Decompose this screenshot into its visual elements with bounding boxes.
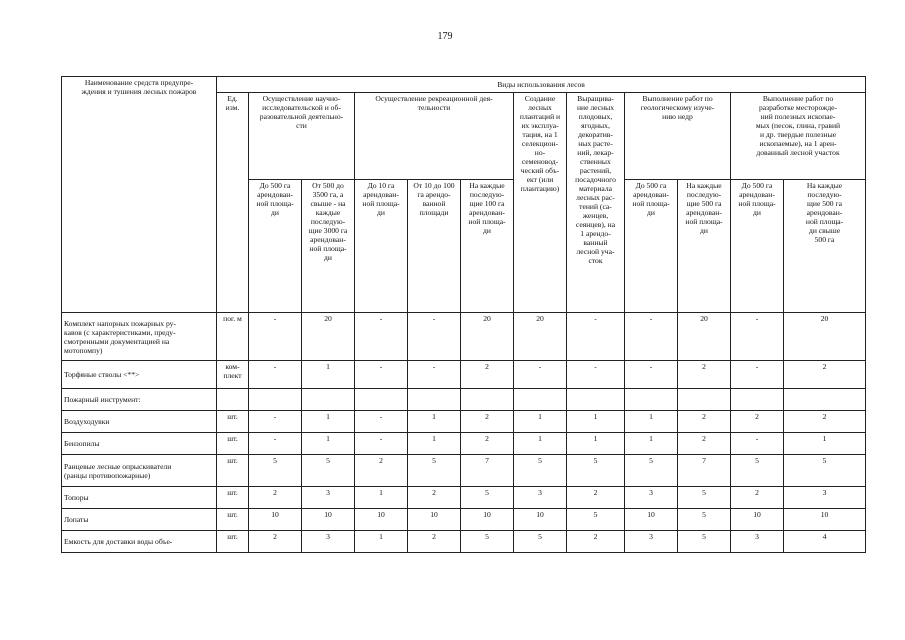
row-value: 1: [355, 487, 408, 509]
row-value: 2: [678, 411, 731, 433]
row-value: 1: [408, 411, 461, 433]
row-value: 5: [408, 455, 461, 487]
row-unit: шт.: [217, 531, 249, 553]
table-row: [62, 389, 866, 411]
row-value: 10: [355, 509, 408, 531]
row-value: 5: [461, 487, 514, 509]
header-group-research: Осуществление научно- исследовательской и об- разовательной деятельно- сти: [249, 93, 355, 180]
row-value: 2: [731, 487, 784, 509]
row-value: 1: [408, 433, 461, 455]
row-value: 5: [249, 455, 302, 487]
subheader-geology-each-500: На каждые последую- щие 500 га арендован- ной площа- ди: [678, 180, 731, 313]
row-value: 5: [567, 455, 625, 487]
row-value: 1: [302, 411, 355, 433]
row-value: 5: [625, 455, 678, 487]
table-row: [62, 433, 866, 455]
row-name: Пожарный инструмент:: [62, 389, 217, 411]
row-name: Топоры: [62, 487, 217, 509]
row-value: 2: [249, 487, 302, 509]
row-value: [625, 389, 678, 411]
row-name: Бензопилы: [62, 433, 217, 455]
row-value: 3: [784, 487, 866, 509]
row-value: 5: [784, 455, 866, 487]
row-value: [678, 389, 731, 411]
row-value: -: [567, 313, 625, 361]
row-value: 2: [355, 455, 408, 487]
row-name: Комплект напорных пожарных ру- кавов (с характеристиками, преду- смотренными документацией на мотопомпу): [62, 313, 217, 361]
row-value: 5: [731, 455, 784, 487]
row-value: 3: [625, 531, 678, 553]
row-unit: шт.: [217, 487, 249, 509]
row-value: 1: [514, 433, 567, 455]
row-value: -: [514, 361, 567, 389]
row-value: [514, 389, 567, 411]
row-value: 2: [567, 487, 625, 509]
row-value: 20: [461, 313, 514, 361]
row-value: -: [731, 361, 784, 389]
row-value: 10: [408, 509, 461, 531]
row-unit: шт.: [217, 455, 249, 487]
row-value: 20: [784, 313, 866, 361]
row-value: -: [625, 361, 678, 389]
subheader-research-upto-500: До 500 га арендован- ной площа- ди: [249, 180, 302, 313]
row-value: 5: [678, 487, 731, 509]
row-value: 10: [461, 509, 514, 531]
row-value: -: [731, 313, 784, 361]
row-value: -: [625, 313, 678, 361]
row-value: 20: [514, 313, 567, 361]
row-value: 5: [514, 531, 567, 553]
row-value: -: [249, 411, 302, 433]
row-value: -: [408, 361, 461, 389]
row-value: 2: [461, 361, 514, 389]
row-value: 5: [302, 455, 355, 487]
row-value: 2: [408, 487, 461, 509]
subheader-geology-upto-500: До 500 га арендован- ной площа- ди: [625, 180, 678, 313]
row-value: 20: [678, 313, 731, 361]
subheader-recreation-upto-10: До 10 га арендован- ной площа- ди: [355, 180, 408, 313]
row-unit: шт.: [217, 509, 249, 531]
row-value: [355, 389, 408, 411]
row-value: 2: [461, 411, 514, 433]
row-value: [302, 389, 355, 411]
fire-equipment-table: [61, 76, 866, 553]
row-name: Воздуходувки: [62, 411, 217, 433]
row-value: -: [249, 361, 302, 389]
table-row: [62, 313, 866, 361]
row-unit: шт.: [217, 433, 249, 455]
row-value: 2: [731, 411, 784, 433]
row-value: 10: [731, 509, 784, 531]
row-value: [567, 389, 625, 411]
row-value: [461, 389, 514, 411]
row-value: 10: [302, 509, 355, 531]
row-value: 20: [302, 313, 355, 361]
row-unit: пог. м: [217, 313, 249, 361]
row-value: 3: [302, 487, 355, 509]
row-value: 2: [249, 531, 302, 553]
header-group-recreation: Осуществление рекреационной дея- тельности: [355, 93, 514, 180]
table-body: [62, 313, 866, 553]
row-value: -: [355, 361, 408, 389]
row-value: 5: [567, 509, 625, 531]
row-value: [408, 389, 461, 411]
row-value: -: [249, 433, 302, 455]
row-value: 5: [678, 509, 731, 531]
row-value: 2: [408, 531, 461, 553]
row-value: 1: [784, 433, 866, 455]
table-row: [62, 531, 866, 553]
subheader-research-500-3500: От 500 до 3500 га, а свыше - на каждые последую- щие 3000 га арендован- ной площа- ди: [302, 180, 355, 313]
row-value: -: [355, 313, 408, 361]
row-value: 2: [567, 531, 625, 553]
row-value: 3: [625, 487, 678, 509]
header-group-plantations: Создание лесных плантаций и их эксплуа- тация, на 1 селекцион- но- семеновод- ческий объ- ект (или плантацию): [514, 93, 567, 313]
row-value: -: [249, 313, 302, 361]
row-value: -: [731, 433, 784, 455]
subheader-recreation-10-100: От 10 до 100 га арендо- ванной площади: [408, 180, 461, 313]
row-name: Торфяные стволы <**>: [62, 361, 217, 389]
row-value: -: [408, 313, 461, 361]
row-value: 10: [249, 509, 302, 531]
row-name: Ранцевые лесные опрыскиватели (ранцы противопожарные): [62, 455, 217, 487]
subheader-recreation-each-100: На каждые последую- щие 100 га арендован- ной площа- ди: [461, 180, 514, 313]
row-value: 2: [784, 411, 866, 433]
row-value: 1: [567, 433, 625, 455]
header-types-title: Виды использования лесов: [217, 77, 866, 93]
subheader-mining-each-500: На каждые последую- щие 500 га арендован- ной площа- ди свыше 500 га: [784, 180, 866, 313]
row-value: -: [567, 361, 625, 389]
table-row: [62, 509, 866, 531]
row-value: 3: [731, 531, 784, 553]
header-group-geology: Выполнение работ по геологическому изуче- нию недр: [625, 93, 731, 180]
row-value: 1: [355, 531, 408, 553]
header-unit-column: Ед. изм.: [217, 93, 249, 313]
row-name: Лопаты: [62, 509, 217, 531]
row-unit: шт.: [217, 411, 249, 433]
subheader-mining-upto-500: До 500 га арендован- ной площа- ди: [731, 180, 784, 313]
header-name-column: Наименование средств предупре- ждения и тушения лесных пожаров: [62, 77, 217, 313]
page-number: 179: [437, 31, 453, 42]
row-value: -: [355, 433, 408, 455]
row-value: 7: [461, 455, 514, 487]
row-value: 2: [678, 433, 731, 455]
header-group-mining: Выполнение работ по разработке месторожде- ний полезных ископае- мых (песок, глина, гравий и др. твердые полезные ископаемые), на 1 арен- дованный лесной участок: [731, 93, 866, 180]
row-value: -: [355, 411, 408, 433]
row-value: 1: [514, 411, 567, 433]
row-value: 10: [514, 509, 567, 531]
row-value: [249, 389, 302, 411]
row-value: 2: [678, 361, 731, 389]
table-row: [62, 361, 866, 389]
row-unit: ком- плект: [217, 361, 249, 389]
row-value: 1: [302, 433, 355, 455]
row-value: 5: [678, 531, 731, 553]
row-value: 2: [461, 433, 514, 455]
row-value: 10: [784, 509, 866, 531]
row-value: 1: [302, 361, 355, 389]
row-value: 1: [567, 411, 625, 433]
header-group-cultivation: Выращива- ние лесных плодовых, ягодных, декоратив- ных расте- ний, лекар- ственных растений, посадочного материала лесных рас- тений (са- женцев, сеянцев), на 1 арендо- ванный лесной уча- сток: [567, 93, 625, 313]
row-unit: [217, 389, 249, 411]
row-value: [784, 389, 866, 411]
table-row: [62, 411, 866, 433]
row-value: 10: [625, 509, 678, 531]
row-value: 5: [514, 455, 567, 487]
table-row: [62, 455, 866, 487]
row-value: 5: [461, 531, 514, 553]
table-row: [62, 487, 866, 509]
row-value: 7: [678, 455, 731, 487]
row-value: 1: [625, 411, 678, 433]
row-value: 2: [784, 361, 866, 389]
row-name: Емкость для доставки воды объе-: [62, 531, 217, 553]
row-value: [731, 389, 784, 411]
row-value: 1: [625, 433, 678, 455]
row-value: 4: [784, 531, 866, 553]
row-value: 3: [302, 531, 355, 553]
row-value: 3: [514, 487, 567, 509]
